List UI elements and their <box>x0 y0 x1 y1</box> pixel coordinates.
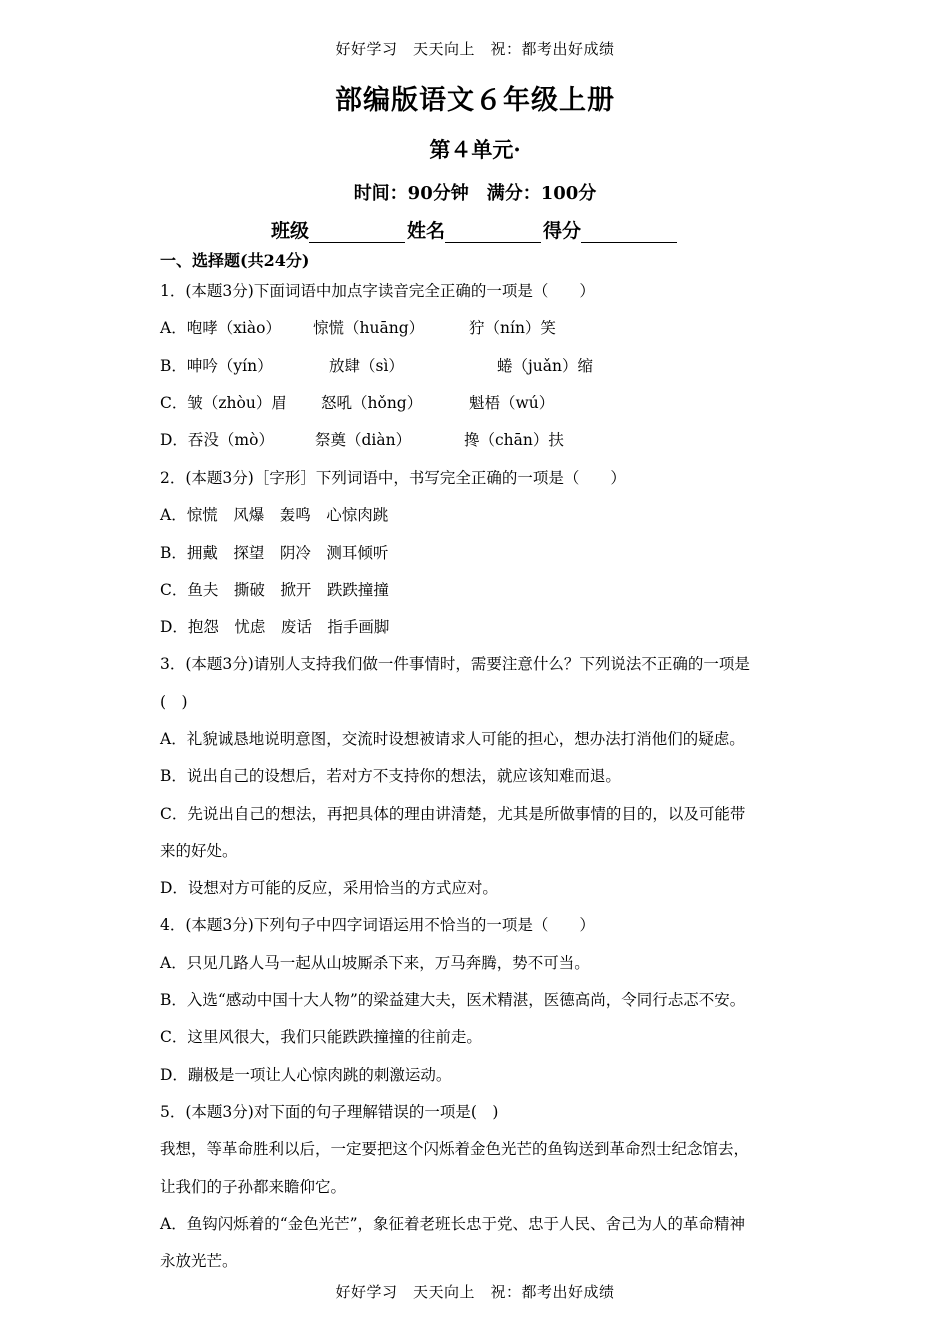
question-3-option-c: C．先说出自己的想法，再把具体的理由讲清楚，尤其是所做事情的目的，以及可能带 <box>160 805 746 823</box>
question-2-stem: 2．(本题3分)［字形］下列词语中，书写完全正确的一项是（ ） <box>160 469 626 487</box>
question-5-option-a-cont: 永放光芒。 <box>160 1252 238 1270</box>
question-4-stem: 4．(本题3分)下列句子中四字词语运用不恰当的一项是（ ） <box>160 916 595 934</box>
question-3-option-c-cont: 来的好处。 <box>160 842 238 860</box>
question-2-option-c: C．鱼夫 撕破 掀开 跌跌撞撞 <box>160 581 389 599</box>
question-2-option-d: D．抱怨 忧虑 废话 指手画脚 <box>160 618 390 636</box>
class-label: 班级 <box>270 220 309 242</box>
question-2-option-a: A．惊慌 风爆 轰鸣 心惊肉跳 <box>160 506 389 524</box>
question-3-stem: 3．(本题3分)请别人支持我们做一件事情时，需要注意什么？下列说法不正确的一项是 <box>160 655 750 673</box>
score-label: 得分 <box>543 220 582 242</box>
question-3-option-a: A．礼貌诚恳地说明意图，交流时设想被请求人可能的担心，想办法打消他们的疑虑。 <box>160 730 745 748</box>
question-3-option-d: D．设想对方可能的反应，采用恰当的方式应对。 <box>160 879 498 897</box>
question-5-passage-line-2: 让我们的子孙都来瞻仰它。 <box>160 1178 347 1196</box>
time-info: 时间：90分钟 满分：100分 <box>353 183 597 204</box>
student-info-row <box>0 216 950 243</box>
page-title: 部编版语文６年级上册 <box>335 85 615 116</box>
document-page: 好好学习 天天向上 祝：都考出好成绩 部编版语文６年级上册 第４单元· 时间：90分钟 满分：100分 班级 姓名 得分 一、选择题(共24分) 1．(本题3分)下面词语中加点字读音完全正确的一项是（ ） A．咆哮（xiào） 惊慌（huāng） 狞（nín）笑 B．呻吟（yín） 放肆（sì） 蜷（juǎn）缩 C．皱（zhòu）眉 怒吼（hǒng） 魁梧（wú） D．吞没（mò） 祭奠（diàn） 搀（chān）扶 2．(本题3分)［字形］下列词语中，书写完全正确的一项是（ ） A．惊慌 风爆 轰鸣 心惊肉跳 B．拥戴 探望 阴冷 测耳倾听 C．鱼夫 撕破 掀开 跌跌撞撞 D．抱怨 忧虑 废话 指手画脚 3．(本题3分)请别人支持我们做一件事情时，需要注意什么？下列说法不正确的一项是 ( ) A．礼貌诚恳地说明意图，交流时设想被请求人可能的担心，想办法打消他们的疑虑。 B．说出自己的设想后，若对方不支持你的想法，就应该知难而退。 C．先说出自己的想法，再把具体的理由讲清楚，尤其是所做事情的目的，以及可能带 来的好处。 D．设想对方可能的反应，采用恰当的方式应对。 4．(本题3分)下列句子中四字词语运用不恰当的一项是（ ） A．只见几路人马一起从山坡厮杀下来，万马奔腾，势不可当。 B．入选“感动中国十大人物”的梁益建大夫，医术精湛，医德高尚，令同行忐忑不安。 C．这里风很大，我们只能跌跌撞撞的往前走。 D．蹦极是一项让人心惊肉跳的刺激运动。 5．(本题3分)对下面的句子理解错误的一项是( ) 我想，等革命胜利以后，一定要把这个闪烁着金色光芒的鱼钩送到革命烈士纪念馆去， 让我们的子孙都来瞻仰它。 A．鱼钩闪烁着的“金色光芒”，象征着老班长忠于党、忠于人民、舍己为人的革命精神 永放光芒。 好好学习 天天向上 祝：都考出好成绩 <box>0 0 950 1344</box>
page-footer: 好好学习 天天向上 祝：都考出好成绩 <box>335 1283 615 1301</box>
name-label: 姓名 <box>406 220 445 242</box>
score-blank[interactable] <box>581 224 677 243</box>
question-3-option-b: B．说出自己的设想后，若对方不支持你的想法，就应该知难而退。 <box>160 767 621 785</box>
question-5-option-a: A．鱼钩闪烁着的“金色光芒”，象征着老班长忠于党、忠于人民、舍己为人的革命精神 <box>160 1215 746 1233</box>
question-4-option-c: C．这里风很大，我们只能跌跌撞撞的往前走。 <box>160 1028 482 1046</box>
unit-title: 第４单元· <box>429 137 521 162</box>
question-5-stem: 5．(本题3分)对下面的句子理解错误的一项是( ) <box>160 1103 499 1121</box>
section-heading: 一、选择题(共24分) <box>160 251 310 270</box>
question-1-stem: 1．(本题3分)下面词语中加点字读音完全正确的一项是（ ） <box>160 282 595 300</box>
class-blank[interactable] <box>309 224 405 243</box>
question-3-stem-cont: ( ) <box>160 693 188 711</box>
name-blank[interactable] <box>445 224 541 243</box>
question-5-passage-line-1: 我想，等革命胜利以后，一定要把这个闪烁着金色光芒的鱼钩送到革命烈士纪念馆去， <box>160 1140 750 1158</box>
question-4-option-b: B．入选“感动中国十大人物”的梁益建大夫，医术精湛，医德高尚，令同行忐忑不安。 <box>160 991 746 1009</box>
page-header: 好好学习 天天向上 祝：都考出好成绩 <box>335 40 615 58</box>
question-2-option-b: B．拥戴 探望 阴冷 测耳倾听 <box>160 544 389 562</box>
question-4-option-d: D．蹦极是一项让人心惊肉跳的刺激运动。 <box>160 1066 452 1084</box>
question-4-option-a: A．只见几路人马一起从山坡厮杀下来，万马奔腾，势不可当。 <box>160 954 590 972</box>
